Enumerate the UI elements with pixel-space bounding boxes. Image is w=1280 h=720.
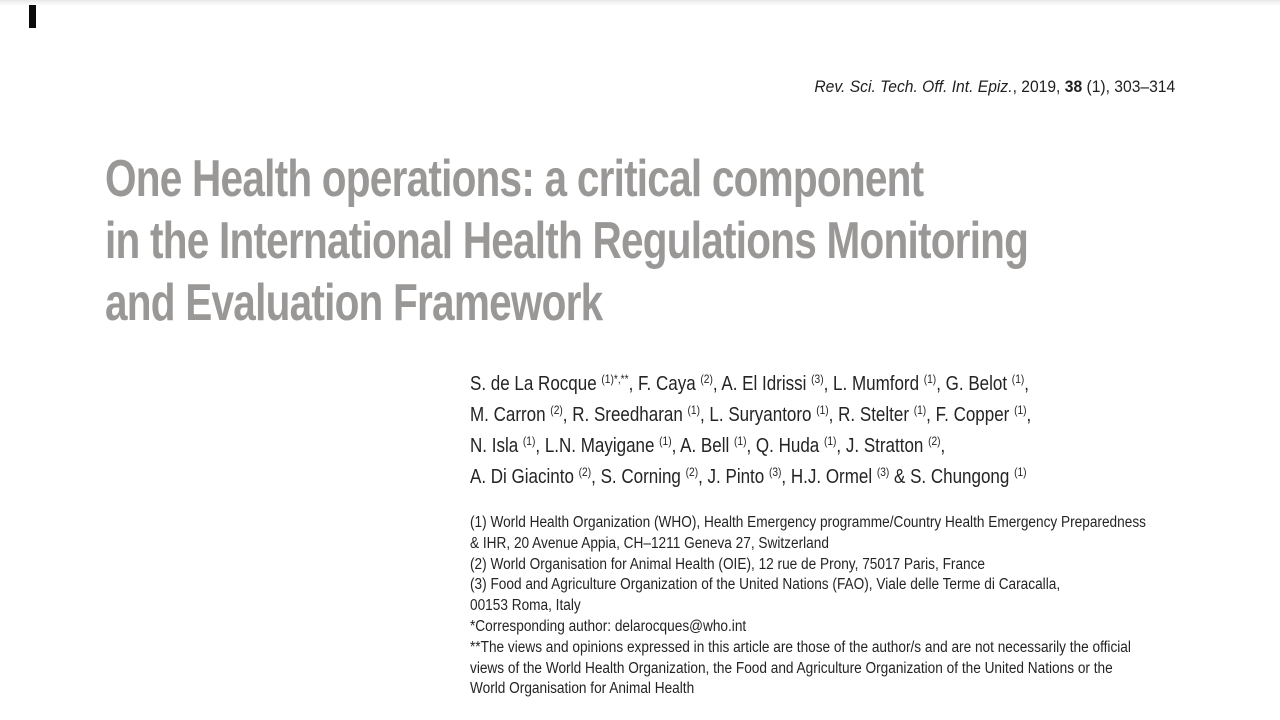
author-affiliation-superscript: (3) <box>811 372 824 386</box>
author-list <box>470 369 1031 493</box>
author-affiliation-superscript: (1) <box>659 434 672 448</box>
author-name-text: A. Di Giacinto <box>470 466 579 488</box>
author-line <box>470 462 1031 493</box>
author-affiliation-superscript: (1) <box>1014 403 1027 417</box>
author-line <box>470 369 1031 400</box>
citation-segment: , 2019, <box>1012 77 1065 96</box>
author-name-text: , L. Mumford <box>823 373 924 395</box>
author-affiliation-superscript: (2) <box>685 465 699 479</box>
author-name-text: , L.N. Mayigane <box>535 435 660 457</box>
affiliation-line: 00153 Roma, Italy <box>470 597 581 615</box>
author-affiliation-superscript: (3) <box>768 465 782 479</box>
author-affiliation-superscript: (1)*,** <box>601 372 629 386</box>
author-affiliation-superscript: (3) <box>876 465 890 479</box>
author-affiliation-superscript: (2) <box>928 434 941 448</box>
affiliation-line: (1) World Health Organization (WHO), Health Emergency programme/Country Health Emergency Preparedness <box>470 514 1146 531</box>
author-name-text: , R. Stelter <box>828 404 914 426</box>
author-name-text: N. Isla <box>470 435 523 457</box>
affiliation-line: **The views and opinions expressed in this article are those of the author/s and are not necessarily the official <box>470 638 1131 656</box>
author-name-text: , F. Copper <box>926 404 1015 426</box>
author-affiliation-superscript: (2) <box>550 403 563 417</box>
affiliation-line: World Organisation for Animal Health <box>470 680 695 698</box>
article-title <box>105 148 1028 334</box>
author-name-text: , F. Caya <box>628 373 701 395</box>
author-line <box>470 400 1031 431</box>
author-name-text: , R. Sreedharan <box>562 404 688 426</box>
author-affiliation-superscript: (2) <box>700 372 713 386</box>
author-name-text: S. de La Rocque <box>470 373 602 395</box>
author-name-text: , L. Suryantoro <box>699 404 817 426</box>
author-name-text: & S. Chungong <box>889 466 1015 488</box>
author-affiliation-superscript: (1) <box>1014 465 1027 479</box>
author-affiliation-superscript: (1) <box>923 372 937 386</box>
citation-segment: 38 <box>1064 77 1082 96</box>
author-name-text: , J. Stratton <box>836 435 929 457</box>
affiliation-line: & IHR, 20 Avenue Appia, CH–1211 Geneva 27, Switzerland <box>470 534 829 552</box>
author-name-text: , A. El Idrissi <box>712 373 812 395</box>
affiliation-line: (2) World Organisation for Animal Health (OIE), 12 rue de Prony, 75017 Paris, France <box>470 555 986 573</box>
caret-mark <box>29 5 36 28</box>
author-affiliation-superscript: (2) <box>578 465 592 479</box>
author-name-text: , H.J. Ormel <box>781 466 877 488</box>
author-name-text: , <box>1026 404 1032 426</box>
affiliations-block <box>470 513 1146 700</box>
author-name-text: , <box>1024 373 1030 395</box>
author-line <box>470 431 1031 462</box>
citation-segment: Rev. Sci. Tech. Off. Int. Epiz. <box>814 77 1013 96</box>
author-affiliation-superscript: (1) <box>522 434 536 448</box>
affiliation-line: (3) Food and Agriculture Organization of the United Nations (FAO), Viale delle Terme di Caracalla, <box>470 576 1061 594</box>
affiliation-line: views of the World Health Organization, the Food and Agriculture Organization of the United Nations or the <box>470 659 1113 677</box>
article-title-line: and Evaluation Framework <box>105 274 603 332</box>
author-name-text: , <box>940 435 946 457</box>
author-affiliation-superscript: (1) <box>687 403 700 417</box>
author-name-text: , G. Belot <box>936 373 1012 395</box>
journal-citation <box>814 77 1175 97</box>
article-title-line: in the International Health Regulations Monitoring <box>105 212 1029 270</box>
author-name-text: , S. Corning <box>591 466 686 488</box>
author-name-text: , Q. Huda <box>746 435 824 457</box>
author-name-text: M. Carron <box>470 404 551 426</box>
author-affiliation-superscript: (1) <box>816 403 829 417</box>
article-title-line: One Health operations: a critical component <box>105 150 924 208</box>
author-name-text: , J. Pinto <box>698 466 769 488</box>
author-affiliation-superscript: (1) <box>734 434 747 448</box>
author-affiliation-superscript: (1) <box>823 434 837 448</box>
author-affiliation-superscript: (1) <box>913 403 927 417</box>
author-affiliation-superscript: (1) <box>1011 372 1025 386</box>
author-name-text: , A. Bell <box>671 435 735 457</box>
affiliation-line: *Corresponding author: delarocques@who.int <box>470 617 747 635</box>
citation-segment: (1), 303–314 <box>1081 77 1175 96</box>
top-edge-shadow <box>0 0 1280 6</box>
